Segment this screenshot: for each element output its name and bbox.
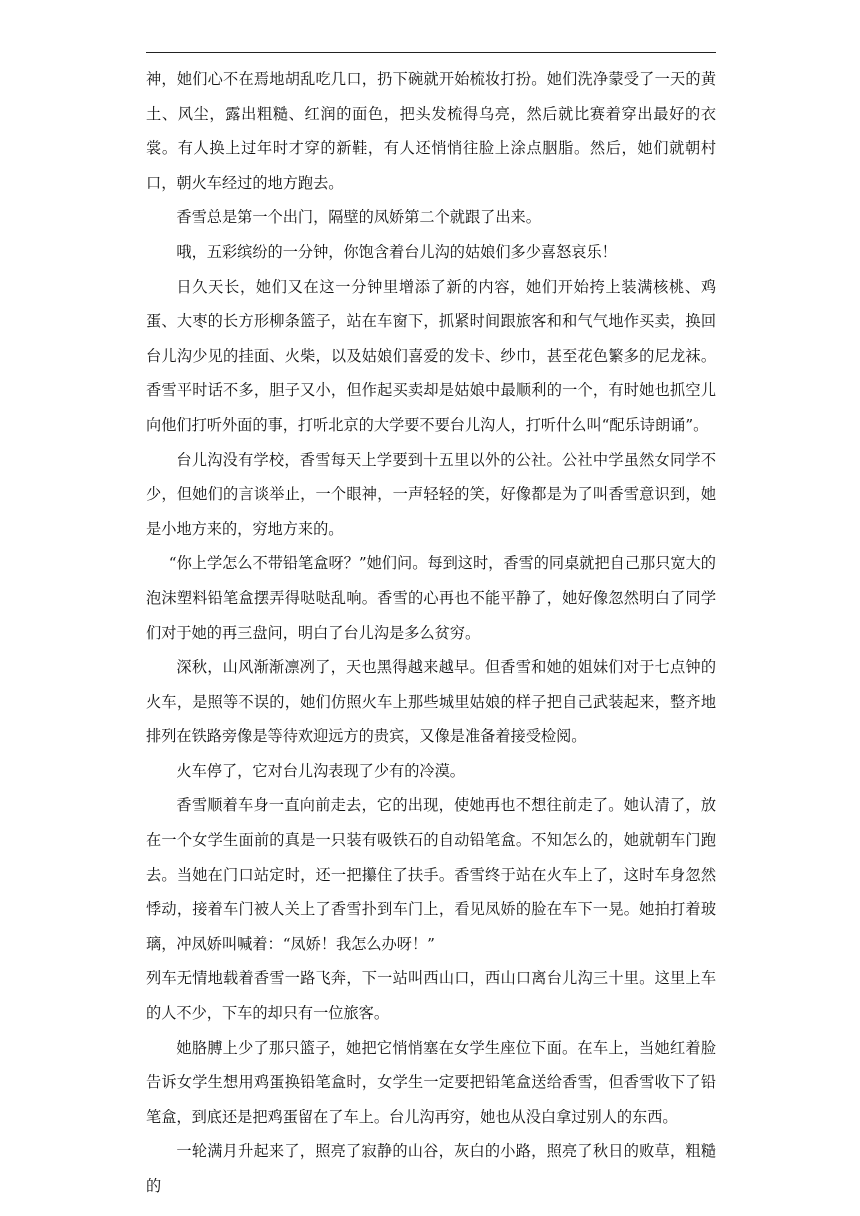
paragraph: 日久天长，她们又在这一分钟里增添了新的内容，她们开始挎上装满核桃、鸡蛋、大枣的长方形柳条篮子，站在车窗下，抓紧时间跟旅客和和气气地作买卖，换回台儿沟少见的挂面、火柴，以及姑娘们喜爱的发卡、纱巾，甚至花色繁多的尼龙袜。香雪平时话不多，胆子又小，但作起买卖却是姑娘中最顺利的一个，有时她也抓空儿向他们打听外面的事，打听北京的大学要不要台儿沟人，打听什么叫“配乐诗朗诵”。 <box>146 277 716 434</box>
paragraph: 台儿沟没有学校，香雪每天上学要到十五里以外的公社。公社中学虽然女同学不少，但她们的言谈举止，一个眼神，一声轻轻的笑，好像都是为了叫香雪意识到，她是小地方来的，穷地方来的。 <box>146 450 716 538</box>
header-rule <box>146 52 716 53</box>
paragraph: 香雪总是第一个出门，隔壁的凤娇第二个就跟了出来。 <box>176 208 541 227</box>
paragraph: 列车无情地载着香雪一路飞奔，下一站叫西山口，西山口离台儿沟三十里。这里上车的人不少，下车的却只有一位旅客。 <box>146 969 716 1023</box>
paragraph: 神，她们心不在焉地胡乱吃几口，扔下碗就开始梳妆打扮。她们洗净蒙受了一天的黄土、风尘，露出粗糙、红润的面色，把头发梳得乌亮，然后就比赛着穿出最好的衣裳。有人换上过年时才穿的新鞋，有人还悄悄往脸上涂点胭脂。然后，她们就朝村口，朝火车经过的地方跑去。 <box>146 70 716 192</box>
paragraph: 哦，五彩缤纷的一分钟，你饱含着台儿沟的姑娘们多少喜怒哀乐！ <box>176 242 617 261</box>
paragraph: 深秋，山风渐渐凛冽了，天也黑得越来越早。但香雪和她的姐妹们对于七点钟的火车，是照等不误的，她们仿照火车上那些城里姑娘的样子把自己武装起来，整齐地排列在铁路旁像是等待欢迎远方的贵宾，又像是准备着接受检阅。 <box>146 658 716 746</box>
paragraph: 香雪顺着车身一直向前走去，它的出现，使她再也不想往前走了。她认清了，放在一个女学生面前的真是一只装有吸铁石的自动铅笔盒。不知怎么的，她就朝车门跑去。当她在门口站定时，还一把攥住了扶手。香雪终于站在火车上了，这时车身忽然悸动，接着车门被人关上了香雪扑到车门上，看见凤娇的脸在车下一晃。她拍打着玻璃，冲凤娇叫喊着：“凤娇！我怎么办呀！” <box>146 796 716 953</box>
paragraph: 一轮满月升起来了，照亮了寂静的山谷，灰白的小路，照亮了秋日的败草，粗糙的 <box>146 1142 716 1195</box>
article-body <box>146 62 716 1204</box>
paragraph: 火车停了，它对台儿沟表现了少有的冷漠。 <box>176 761 465 780</box>
paragraph: 她胳膊上少了那只篮子，她把它悄悄塞在女学生座位下面。在车上，当她红着脸告诉女学生想用鸡蛋换铅笔盒时，女学生一定要把铅笔盒送给香雪，但香雪收下了铅笔盒，到底还是把鸡蛋留在了车上。台儿沟再穷，她也从没白拿过别人的东西。 <box>146 1038 716 1126</box>
paragraph: “你上学怎么不带铅笔盒呀？”她们问。每到这时，香雪的同桌就把自己那只宽大的泡沫塑料铅笔盒摆弄得哒哒乱响。香雪的心再也不能平静了，她好像忽然明白了同学们对于她的再三盘问，明白了台儿沟是多么贫穷。 <box>146 554 716 642</box>
